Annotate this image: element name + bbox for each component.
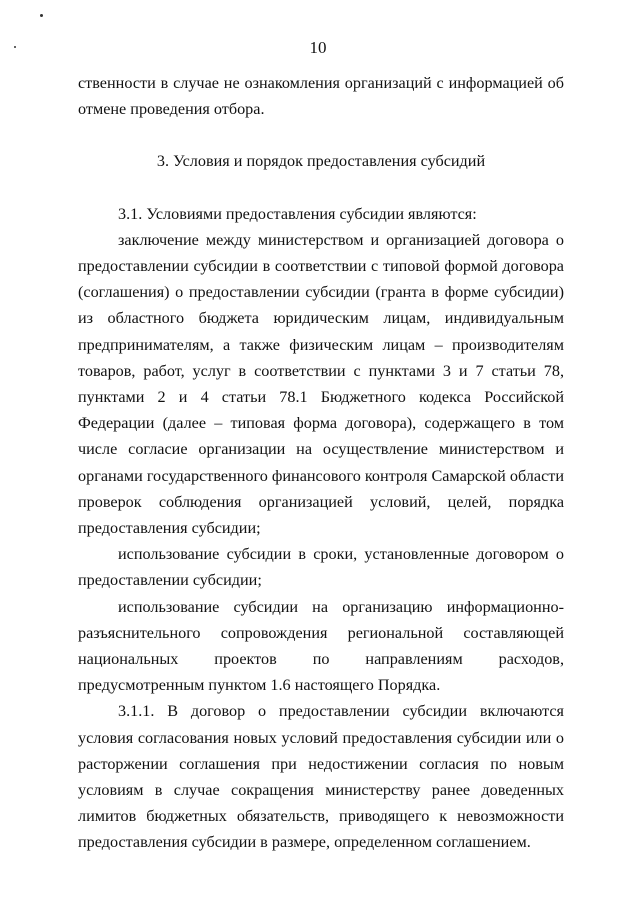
- condition-contract: заключение между министерством и организацией договора о предоставлении субсидии в соответствии с типовой формой договора (соглашения) о предоставлении субсидии (гранта в форме субсидии) из областного бюджета юридическим лицам, индивидуальным предпринимателям, а также физическим лицам – производителям товаров, работ, услуг в соответствии с пунктами 3 и 7 статьи 78, пунктами 2 и 4 статьи 78.1 Бюджетного кодекса Российской Федерации (далее – типовая форма договора), содержащего в том числе согласие организации на осуществление министерством и органами государственного финансового контроля Самарской области проверок соблюдения организацией условий, целей, порядка предоставления субсидии;: [78, 230, 564, 538]
- paragraph-continuation: ственности в случае не ознакомления организаций с информацией об отмене проведения отбора.: [78, 74, 564, 119]
- scan-mark: [40, 14, 43, 17]
- clause-3-1: 3.1. Условиями предоставления субсидии являются:: [118, 204, 477, 223]
- clause-3-1-1: 3.1.1. В договор о предоставлении субсидии включаются условия согласования новых условий предоставления субсидии или о расторжении соглашения при недостижении согласия по новым условиям в случае сокращения министерству ранее доведенных лимитов бюджетных обязательств, приводящего к невозможности предоставления субсидии в размере, определенном соглашением.: [78, 702, 564, 852]
- condition-purpose: использование субсидии на организацию информационно-разъяснительного сопровождения региональной составляющей национальных проектов по направлениям расходов, предусмотренным пунктом 1.6 настоящего Порядка.: [78, 597, 564, 695]
- page-number: 10: [309, 38, 327, 57]
- document-body: [78, 70, 564, 856]
- section-heading: 3. Условия и порядок предоставления субсидий: [156, 152, 486, 171]
- condition-deadline: использование субсидии в сроки, установленные договором о предоставлении субсидии;: [78, 545, 564, 590]
